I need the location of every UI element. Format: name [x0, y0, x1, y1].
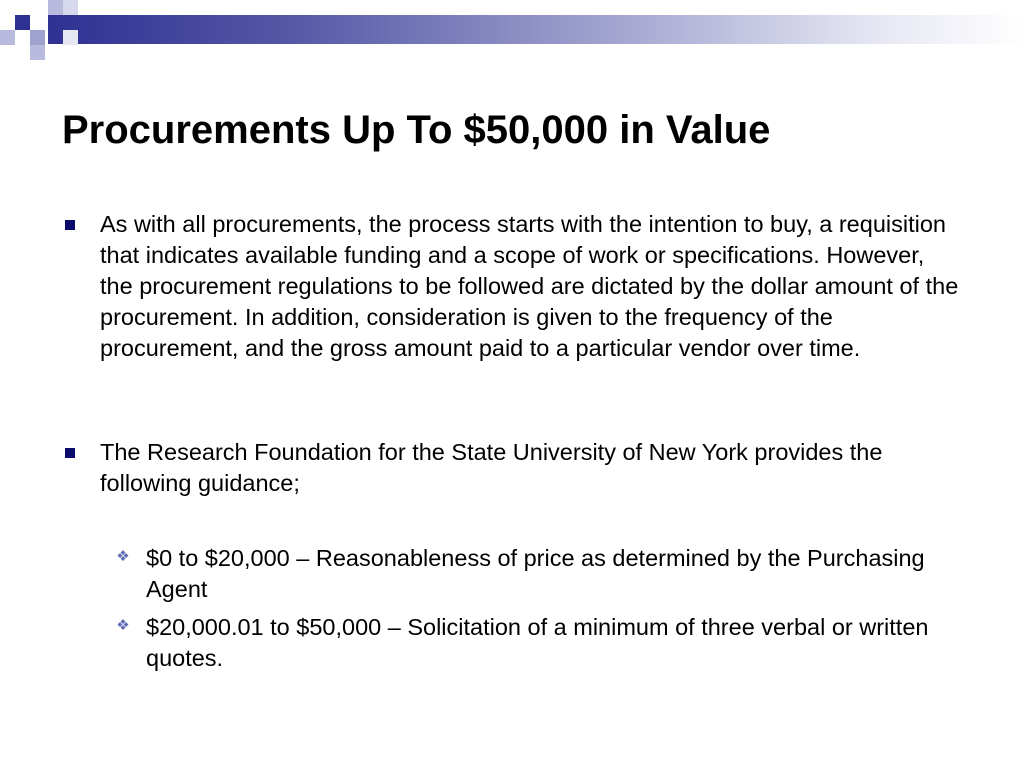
header-gradient-bar: [48, 15, 1024, 44]
bullet-text: As with all procurements, the process starts with the intention to buy, a requisition that indicates available funding and a scope of work or specifications. However, the procurement regulations to be followed are dictated by the dollar amount of the procurement. In addition, consideration is given to the frequency of the procurement, and the gross amount paid to a particular vendor over time.: [100, 211, 959, 361]
sub-bullet-text: $0 to $20,000 – Reasonableness of price as determined by the Purchasing Agent: [146, 545, 925, 602]
bullet-text: The Research Foundation for the State University of New York provides the following guidance;: [100, 439, 883, 496]
decorative-header-band: [0, 0, 1024, 64]
sub-bullet-text: $20,000.01 to $50,000 – Solicitation of a minimum of three verbal or written quotes.: [146, 614, 929, 671]
slide-title: Procurements Up To $50,000 in Value: [62, 108, 771, 152]
diamond-bullet-icon: ❖: [116, 547, 130, 565]
header-square-light: [0, 30, 15, 45]
header-square-light: [48, 0, 63, 15]
header-square-light: [63, 0, 78, 15]
header-square-dark: [15, 15, 30, 30]
header-square-mid: [30, 30, 45, 45]
square-bullet-icon: [65, 448, 75, 458]
header-square-mid: [30, 45, 45, 60]
header-square-light: [63, 30, 78, 45]
square-bullet-icon: [65, 220, 75, 230]
diamond-bullet-icon: ❖: [116, 616, 130, 634]
